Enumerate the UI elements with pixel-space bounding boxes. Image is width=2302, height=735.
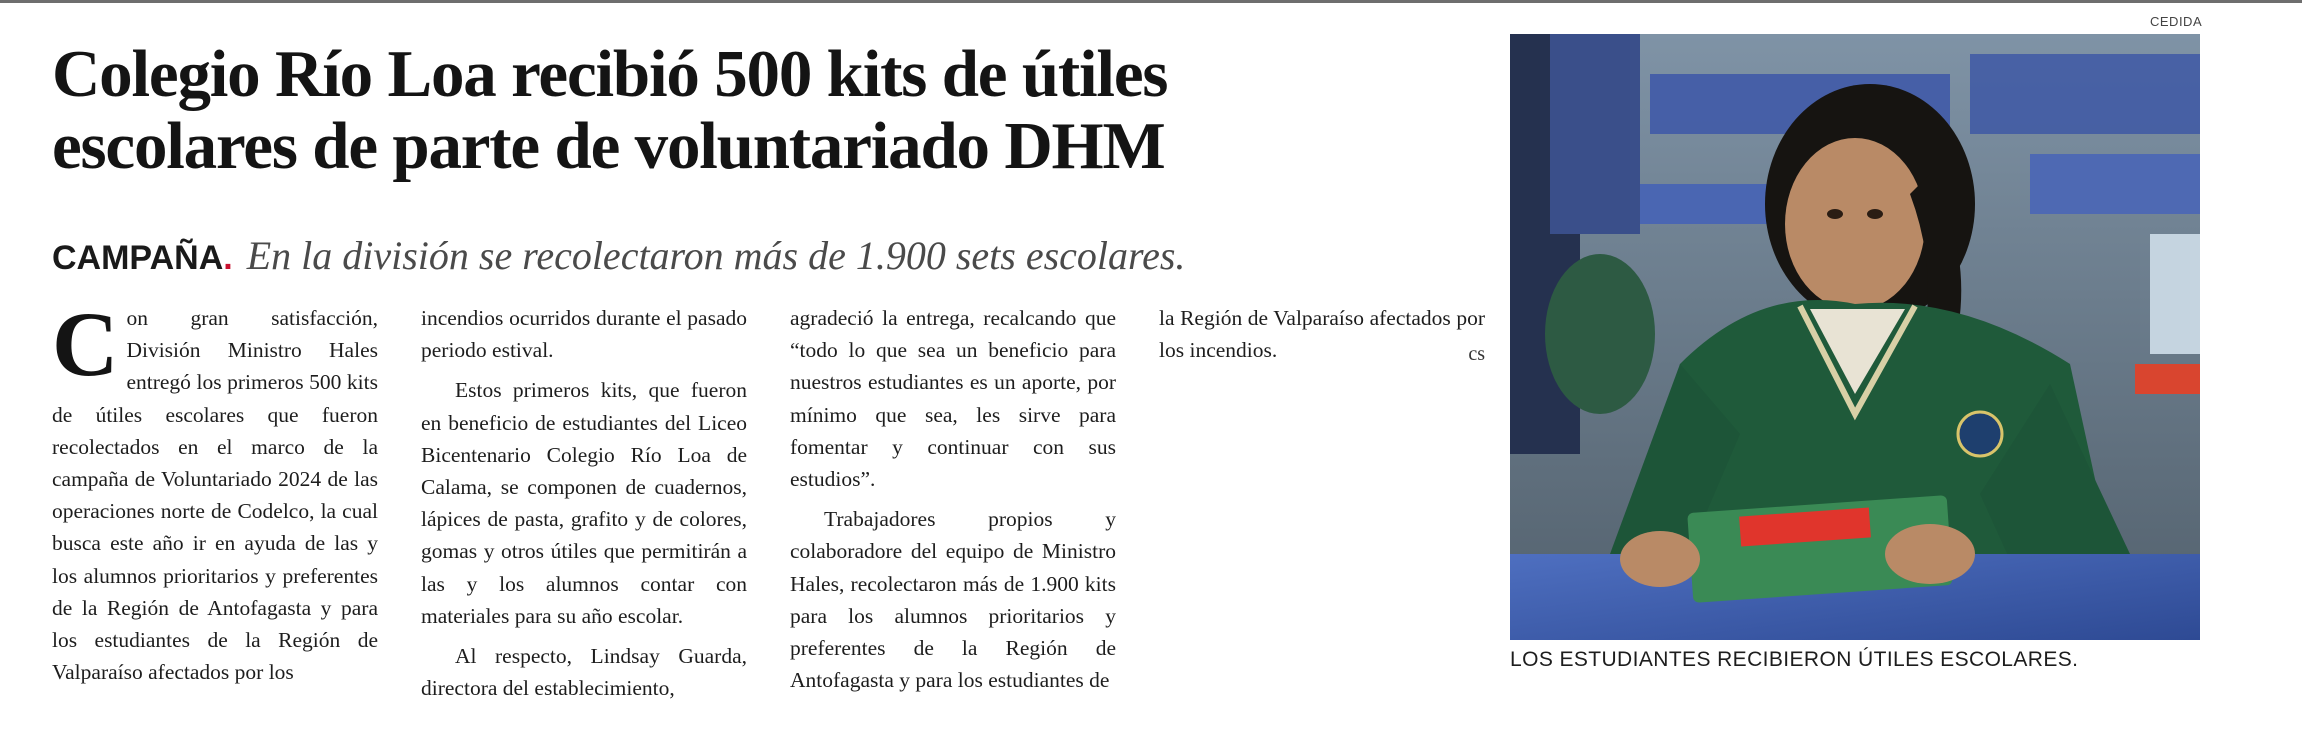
article-column-4: [1159, 302, 1485, 370]
paragraph-3-text-continued: agradeció la entrega, recalcando que “todo lo que sea un beneficio para nuestros estudiantes es un aporte, por mínimo que sea, les sirve para fomentar y continuar con sus estudios”.: [790, 306, 1116, 492]
paragraph-4: [790, 503, 1116, 696]
photo-illustration: [1510, 34, 2200, 640]
subhead: [52, 232, 1492, 282]
deck: En la división se recolectaron más de 1.900 sets escolares.: [246, 233, 1186, 278]
paragraph-1: [52, 293, 378, 688]
paragraph-3-text: Al respecto, Lindsay Guarda, directora del establecimiento,: [421, 644, 747, 701]
headline-line-1: Colegio Río Loa recibió 500 kits de útiles: [52, 37, 1168, 111]
paragraph-3: [421, 640, 747, 704]
end-mark: cs: [1468, 343, 1485, 366]
photo-credit: CEDIDA: [2150, 14, 2203, 29]
paragraph-2: [421, 374, 747, 632]
drop-cap: C: [52, 293, 119, 395]
headline-line-2: escolares de parte de voluntariado DHM: [52, 109, 1165, 183]
paragraph-1-text: on gran satisfacción, División Ministro Hales entregó los primeros 500 kits de útiles escolares que fueron recolectados en el marco de la campaña de Voluntariado 2024 de las operaciones norte de Codelco, la cual busca este año ir en ayuda de las y los alumnos prioritarios y preferentes de la Región de Antofagasta y para los estudiantes de la Región de Valparaíso afectados por los: [52, 306, 378, 685]
paragraph-2-text: Estos primeros kits, que fueron en beneficio de estudiantes del Liceo Bicentenario Colegio Río Loa de Calama, se componen de cuadernos, lápices de pasta, grafito y de colores, gomas y otros útiles que permitirán a las y los alumnos contar con materiales para su año escolar.: [421, 378, 747, 628]
kicker-dot: .: [223, 239, 233, 277]
photo-caption: LOS ESTUDIANTES RECIBIERON ÚTILES ESCOLARES.: [1510, 648, 2079, 671]
paragraph-4-text-continued: la Región de Valparaíso afectados por los incendios.: [1159, 306, 1485, 363]
kicker: CAMPAÑA: [52, 239, 224, 277]
paragraph-4-text: Trabajadores propios y colaboradore del equipo de Ministro Hales, recolectaron más de 1.900 kits para los alumnos prioritarios y preferentes de la Región de Antofagasta y para los estudiantes de: [790, 507, 1116, 693]
paragraph-1-text-continued: incendios ocurridos durante el pasado periodo estival.: [421, 306, 747, 363]
article-column-3: [790, 302, 1116, 696]
paragraph-4-continued: [1159, 302, 1485, 366]
top-rule: [0, 0, 2302, 3]
paragraph-3-continued: [790, 302, 1116, 495]
article-column-2: [421, 302, 747, 704]
paragraph-1-continued: [421, 302, 747, 366]
article-photo: [1510, 34, 2200, 640]
headline: [52, 38, 1492, 182]
article-column-1: [52, 293, 378, 688]
